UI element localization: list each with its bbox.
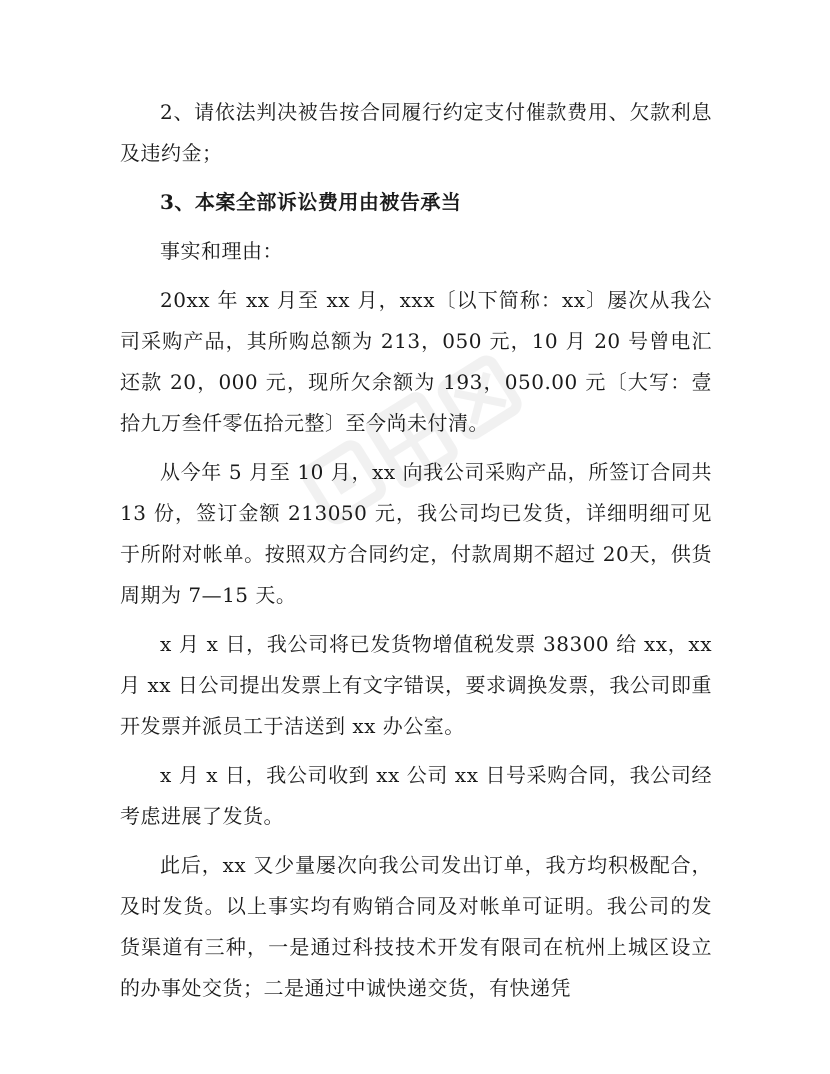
text-line: 2、请依法判决被告按合同履行约定支付催款费用、欠款 [160, 100, 671, 124]
text-line: 从今年 5 月至 10 月，xx 向我公司采购产品，所签订合同 [160, 460, 692, 484]
text-line: 经考虑进展了发货。 [120, 763, 712, 828]
text-line: 此后，xx 又少量屡次向我公司发出订单，我方均积极配 [160, 853, 671, 877]
text-line: 还款 20，000 元，现所欠余额为 193，050.00 元〔大写：壹拾 [120, 370, 712, 435]
text-line: 司采购产品，其所购总额为 213，050 元，10 月 20 号曾电汇 [120, 329, 712, 353]
claim-paragraph-3 [120, 182, 712, 223]
text-line: 城区设立的办事处交货；二是通过中诚快递交货，有快递凭 [120, 935, 713, 1000]
facts-paragraph-5 [120, 845, 712, 1009]
text-line: 九万叁仟零伍拾元整〕至今尚未付清。 [140, 411, 489, 435]
text-line: 20xx 年 xx 月至 xx 月，xxx〔以下简称：xx〕屡次从我公 [160, 288, 712, 312]
text-line: 事实和理由： [160, 239, 283, 263]
text-line: 3、本案全部诉讼费用由被告承当 [160, 190, 462, 214]
text-line: 共 13 份，签订金额 213050 元，我公司均已发货，详细明细可 [120, 460, 712, 525]
text-line: 合，及时发货。以上事实均有购销合同及对帐单可证明。我公 [120, 853, 713, 918]
section-heading-facts [120, 231, 712, 272]
facts-paragraph-1 [120, 280, 712, 444]
text-line: x 月 x 日，我公司收到 xx 公司 xx 日号采购合同，我公司 [160, 763, 692, 787]
claim-paragraph-2 [120, 92, 712, 174]
text-line: 司的发货渠道有三种，一是通过科技技术开发有限司在杭州上 [120, 894, 713, 959]
text-line: 即重开发票并派员工于洁送到 xx 办公室。 [120, 673, 712, 738]
text-line: 月 xx 日公司提出发票上有文字错误，要求调换发票，我公司 [120, 673, 671, 697]
document-body [120, 92, 712, 1009]
facts-paragraph-4 [120, 755, 712, 837]
text-line: 利息及违约金； [120, 100, 713, 165]
facts-paragraph-3 [120, 624, 712, 747]
text-line: 见于所附对帐单。按照双方合同约定，付款周期不超过 20 [120, 501, 712, 566]
facts-paragraph-2 [120, 452, 712, 616]
text-line: x 月 x 日，我公司将已发货物增值税发票 38300 给 xx，xx [160, 632, 712, 656]
text-line: 天，供货周期为 7—15 天。 [120, 542, 713, 607]
